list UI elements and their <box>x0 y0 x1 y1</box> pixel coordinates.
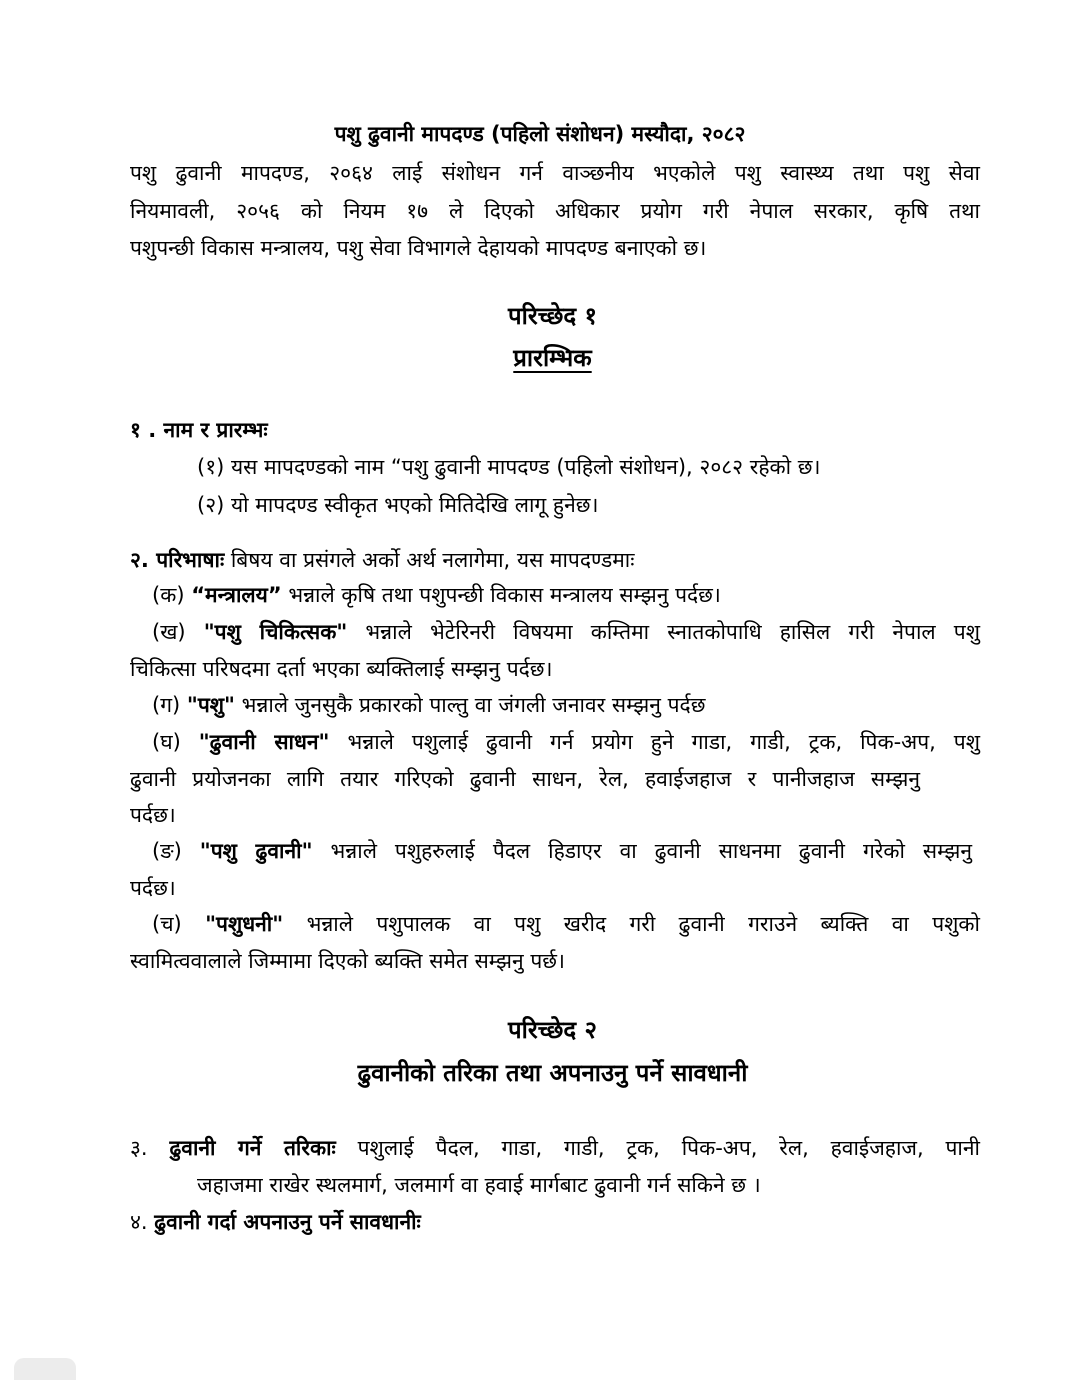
preamble-line-3: पशुपन्छी विकास मन्त्रालय, पशु सेवा विभागले देहायको मापदण्ड बनाएको छ। <box>130 236 707 260</box>
definition-term: "ढुवानी साधन" <box>198 730 330 754</box>
definition-marker: (घ) <box>152 730 199 754</box>
definition-marker: (ग) <box>152 693 187 717</box>
section-1-heading: १ . नाम र प्रारम्भः <box>130 418 268 442</box>
document-title: पशु ढुवानी मापदण्ड (पहिलो संशोधन) मस्यौदा, २०८२ <box>334 122 746 146</box>
definition-gha <box>152 727 980 757</box>
section-3-text: पशुलाई पैदल, गाडा, गाडी, ट्रक, पिक-अप, रेल, हवाईजहाज, पानी <box>335 1136 980 1160</box>
definition-term: "पशु चिकित्सक" <box>203 620 348 644</box>
section-2-heading-line <box>130 545 634 575</box>
chapter-1-number: परिच्छेद १ <box>508 302 597 330</box>
definition-text: भन्नाले जुनसुकै प्रकारको पाल्तु वा जंगली जनावर सम्झनु पर्दछ <box>234 693 706 717</box>
definition-cha-cont: स्वामित्ववालाले जिम्मामा दिएको ब्यक्ति समेत सम्झनु पर्छ। <box>130 949 565 973</box>
section-3-line-1 <box>130 1133 980 1163</box>
section-1-item-2: (२) यो मापदण्ड स्वीकृत भएको मितिदेखि लागू हुनेछ। <box>197 493 599 517</box>
definition-term: "पशु ढुवानी" <box>199 839 313 863</box>
preamble-line-1: पशु ढुवानी मापदण्ड, २०६४ लाई संशोधन गर्न वाञ्छनीय भएकोले पशु स्वास्थ्य तथा पशु सेवा <box>130 161 980 185</box>
definition-text: भन्नाले पशुपालक वा पशु खरीद गरी ढुवानी गराउने ब्यक्ति वा पशुको <box>283 912 980 936</box>
definition-gha-cont-2: पर्दछ। <box>130 803 176 827</box>
definition-term: "पशु" <box>186 693 235 717</box>
section-1-item-1: (१) यस मापदण्डको नाम “पशु ढुवानी मापदण्ड (पहिलो संशोधन), २०८२ रहेको छ। <box>197 455 821 479</box>
definition-kha-cont: चिकित्सा परिषदमा दर्ता भएका ब्यक्तिलाई सम्झनु पर्दछ। <box>130 657 553 681</box>
definition-ga <box>152 690 705 720</box>
section-3-line-2: जहाजमा राखेर स्थलमार्ग, जलमार्ग वा हवाई मार्गबाट ढुवानी गर्न सकिने छ । <box>197 1173 761 1197</box>
section-2-heading: २. परिभाषाः <box>130 548 225 572</box>
definition-marker: (ङ) <box>152 839 200 863</box>
section-4-heading: ढुवानी गर्दा अपनाउनु पर्ने सावधानीः <box>154 1210 421 1234</box>
chapter-1-title: प्रारम्भिक <box>513 344 592 372</box>
section-2-intro: बिषय वा प्रसंगले अर्को अर्थ नलागेमा, यस मापदण्डमाः <box>224 548 635 572</box>
chapter-2-title: ढुवानीको तरिका तथा अपनाउनु पर्ने सावधानी <box>357 1059 748 1087</box>
preamble-line-2: नियमावली, २०५६ को नियम १७ ले दिएको अधिकार प्रयोग गरी नेपाल सरकार, कृषि तथा <box>130 199 980 223</box>
page-corner-tab <box>14 1358 76 1380</box>
definition-nga-cont: पर्दछ। <box>130 876 176 900</box>
definition-nga <box>152 836 972 866</box>
definition-text: भन्नाले भेटेरिनरी विषयमा कम्तिमा स्नातकोपाधि हासिल गरी नेपाल पशु <box>347 620 980 644</box>
definition-marker: (क) <box>152 583 192 607</box>
definition-text: भन्नाले कृषि तथा पशुपन्छी विकास मन्त्रालय सम्झनु पर्दछ। <box>281 583 721 607</box>
definition-marker: (ख) <box>152 620 204 644</box>
definition-term: “मन्त्रालय” <box>191 583 282 607</box>
definition-text: भन्नाले पशुलाई ढुवानी गर्न प्रयोग हुने गाडा, गाडी, ट्रक, पिक-अप, पशु <box>329 730 980 754</box>
section-3-number: ३. <box>130 1136 170 1160</box>
definition-marker: (च) <box>152 912 206 936</box>
definition-kha <box>152 617 980 647</box>
section-3-heading: ढुवानी गर्ने तरिकाः <box>169 1136 336 1160</box>
section-4-heading-line <box>130 1207 421 1237</box>
definition-term: "पशुधनी" <box>205 912 284 936</box>
definition-ka <box>152 580 721 610</box>
definition-gha-cont-1: ढुवानी प्रयोजनका लागि तयार गरिएको ढुवानी साधन, रेल, हवाईजहाज र पानीजहाज सम्झनु <box>130 767 920 791</box>
definition-cha <box>152 909 980 939</box>
section-4-number: ४. <box>130 1210 155 1234</box>
definition-text: भन्नाले पशुहरुलाई पैदल हिडाएर वा ढुवानी साधनमा ढुवानी गरेको सम्झनु <box>312 839 972 863</box>
chapter-2-number: परिच्छेद २ <box>508 1016 597 1044</box>
